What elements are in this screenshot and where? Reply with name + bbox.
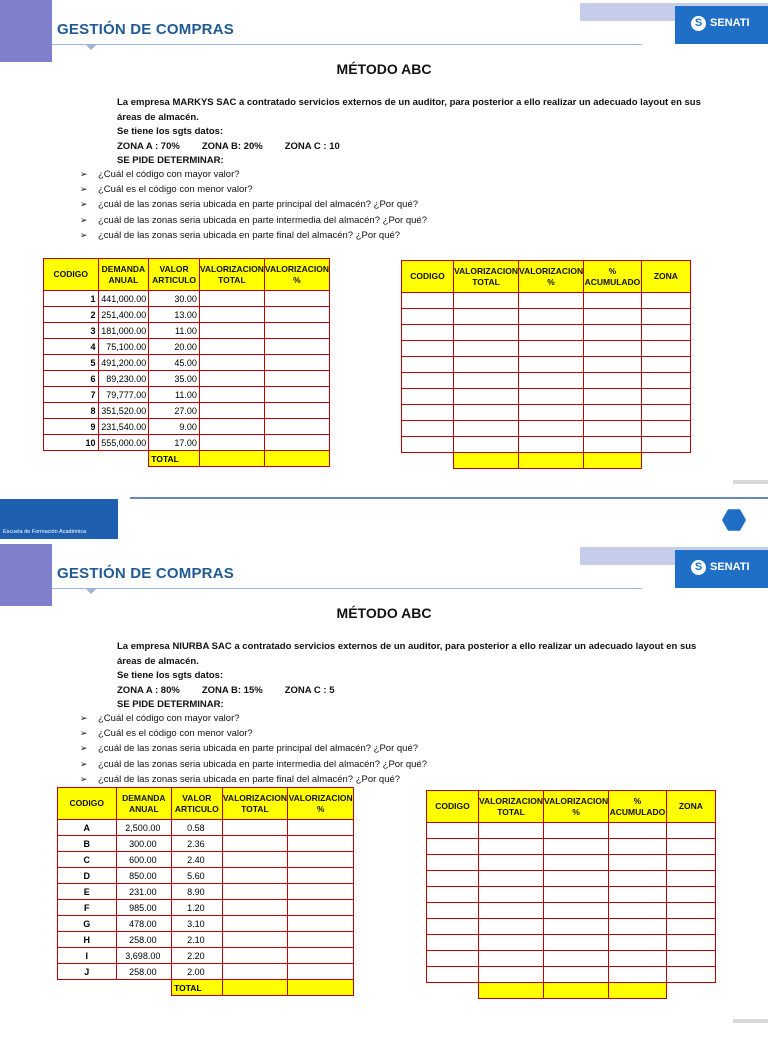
result-cell[interactable]: [478, 855, 543, 871]
table-row: [427, 919, 716, 935]
result-cell[interactable]: [427, 919, 479, 935]
pide-label: SE PIDE DETERMINAR:: [117, 699, 224, 710]
abc-result-table: [426, 790, 716, 999]
result-cell[interactable]: [453, 293, 518, 309]
corner-accent: [733, 480, 768, 484]
result-cell[interactable]: [641, 389, 690, 405]
blank-cell: [402, 453, 454, 469]
result-cell[interactable]: [584, 405, 642, 421]
result-cell[interactable]: [519, 405, 584, 421]
result-cell[interactable]: [609, 935, 667, 951]
result-cell[interactable]: [609, 967, 667, 983]
result-cell[interactable]: [427, 903, 479, 919]
footer-text: Escuela de Formación Académica: [3, 529, 87, 535]
header-divider: [52, 588, 642, 589]
table-header-row: [58, 788, 354, 820]
table-row: [427, 935, 716, 951]
valorizacion-total-cell[interactable]: [222, 932, 288, 948]
result-cell[interactable]: [427, 951, 479, 967]
result-cell[interactable]: [641, 309, 690, 325]
question-list: [80, 167, 427, 243]
result-cell[interactable]: [427, 967, 479, 983]
result-cell[interactable]: [519, 357, 584, 373]
valorizacion-pct-cell[interactable]: [288, 916, 354, 932]
intro-line: La empresa NIURBA SAC a contratado servicios externos de un auditor, para posterior a ello realizar un adecuado layout en sus: [117, 641, 697, 652]
col-header: ZONA: [641, 261, 690, 293]
result-cell[interactable]: [609, 951, 667, 967]
table-row: I 3,698.00 2.20: [58, 948, 354, 964]
intro-line: Se tiene los sgts datos:: [117, 670, 224, 681]
question-item: ➢ ¿cuál de las zonas seria ubicada en parte principal del almacén? ¿Por qué?: [80, 741, 427, 756]
col-header: VALORIZACION TOTAL: [199, 259, 264, 291]
header-side-band: [0, 0, 52, 62]
senati-logo-icon: S: [691, 16, 706, 31]
table-row: 6 89,230.00 35.00: [44, 371, 330, 387]
result-cell[interactable]: [402, 437, 454, 453]
result-cell[interactable]: [584, 357, 642, 373]
result-cell[interactable]: [641, 405, 690, 421]
valorizacion-total-cell[interactable]: [222, 852, 288, 868]
result-cell[interactable]: [453, 373, 518, 389]
table-row: [402, 437, 691, 453]
footer-band: [0, 499, 118, 539]
valorizacion-pct-cell[interactable]: [264, 403, 329, 419]
valorizacion-pct-cell[interactable]: [264, 323, 329, 339]
result-cell[interactable]: [609, 823, 667, 839]
table-row: G 478.00 3.10: [58, 916, 354, 932]
document-title: MÉTODO ABC: [336, 605, 432, 621]
valorizacion-pct-cell[interactable]: [288, 852, 354, 868]
result-cell[interactable]: [544, 935, 609, 951]
question-item: ➢ ¿cuál de las zonas seria ubicada en parte final del almacén? ¿Por qué?: [80, 772, 427, 787]
valorizacion-total-cell[interactable]: [199, 371, 264, 387]
question-item: ➢ ¿Cuál el código con mayor valor?: [80, 167, 427, 182]
valorizacion-pct-cell[interactable]: [264, 435, 329, 451]
blank-cell: [666, 983, 715, 999]
bullet-arrow-icon: ➢: [80, 169, 88, 179]
valorizacion-total-cell[interactable]: [222, 820, 288, 836]
zone-percentages: [117, 140, 717, 155]
table-row: [427, 951, 716, 967]
result-cell[interactable]: [584, 309, 642, 325]
result-cell[interactable]: [666, 967, 715, 983]
valorizacion-total-cell[interactable]: [222, 916, 288, 932]
valorizacion-pct-cell[interactable]: [288, 948, 354, 964]
total-cell[interactable]: [264, 451, 329, 467]
result-cell[interactable]: [453, 437, 518, 453]
valorizacion-pct-cell[interactable]: [264, 339, 329, 355]
bullet-arrow-icon: ➢: [80, 199, 88, 210]
result-cell[interactable]: [544, 855, 609, 871]
zone-b: ZONA B: 20%: [201, 140, 263, 152]
corner-accent: [733, 1019, 768, 1023]
valorizacion-pct-cell[interactable]: [288, 900, 354, 916]
result-cell[interactable]: [402, 341, 454, 357]
bullet-arrow-icon: ➢: [80, 184, 88, 195]
question-item: ➢ ¿Cuál el código con mayor valor?: [80, 711, 427, 726]
total-cell[interactable]: [584, 453, 642, 469]
result-cell[interactable]: [453, 421, 518, 437]
valorizacion-total-cell[interactable]: [199, 419, 264, 435]
valorizacion-total-cell[interactable]: [199, 355, 264, 371]
total-cell[interactable]: [453, 453, 518, 469]
result-cell[interactable]: [453, 325, 518, 341]
result-cell[interactable]: [478, 967, 543, 983]
result-cell[interactable]: [427, 887, 479, 903]
bullet-arrow-icon: ➢: [80, 758, 88, 769]
table-row: [402, 373, 691, 389]
col-header: VALOR ARTICULO: [172, 788, 222, 820]
result-cell[interactable]: [427, 935, 479, 951]
table-row: 5 491,200.00 45.00: [44, 355, 330, 371]
result-cell[interactable]: [478, 935, 543, 951]
result-cell[interactable]: [402, 373, 454, 389]
table-total-row: [44, 451, 330, 467]
result-cell[interactable]: [584, 341, 642, 357]
table-row: [427, 871, 716, 887]
valorizacion-pct-cell[interactable]: [264, 387, 329, 403]
valorizacion-total-cell[interactable]: [222, 900, 288, 916]
result-cell[interactable]: [402, 389, 454, 405]
result-cell[interactable]: [453, 309, 518, 325]
question-item: ➢ ¿cuál de las zonas seria ubicada en parte final del almacén? ¿Por qué?: [80, 228, 427, 243]
result-cell[interactable]: [544, 823, 609, 839]
col-header: ZONA: [666, 791, 715, 823]
bullet-arrow-icon: ➢: [80, 743, 88, 754]
data-table: [43, 258, 330, 467]
result-cell[interactable]: [666, 839, 715, 855]
table-row: 4 75,100.00 20.00: [44, 339, 330, 355]
result-cell[interactable]: [544, 951, 609, 967]
senati-logo-icon: S: [691, 560, 706, 575]
result-cell[interactable]: [402, 421, 454, 437]
zone-percentages: [117, 684, 717, 699]
valorizacion-pct-cell[interactable]: [288, 836, 354, 852]
result-cell[interactable]: [666, 887, 715, 903]
table-row: D 850.00 5.60: [58, 868, 354, 884]
table-row: F 985.00 1.20: [58, 900, 354, 916]
result-cell[interactable]: [666, 871, 715, 887]
document-title: MÉTODO ABC: [336, 61, 432, 77]
zone-a: ZONA A : 80%: [117, 684, 180, 696]
result-cell[interactable]: [519, 421, 584, 437]
question-item: ➢ ¿cuál de las zonas seria ubicada en parte intermedia del almacén? ¿Por qué?: [80, 757, 427, 772]
valorizacion-total-cell[interactable]: [222, 964, 288, 980]
valorizacion-total-cell[interactable]: [199, 339, 264, 355]
result-cell[interactable]: [609, 887, 667, 903]
col-header: VALORIZACION %: [544, 791, 609, 823]
question-item: ➢ ¿cuál de las zonas seria ubicada en parte intermedia del almacén? ¿Por qué?: [80, 213, 427, 228]
table-row: [402, 293, 691, 309]
question-item: ➢ ¿Cuál es el código con menor valor?: [80, 182, 427, 197]
result-cell[interactable]: [609, 855, 667, 871]
result-cell[interactable]: [478, 951, 543, 967]
result-cell[interactable]: [584, 437, 642, 453]
table-header-row: [402, 261, 691, 293]
col-header: CODIGO: [427, 791, 479, 823]
result-cell[interactable]: [478, 839, 543, 855]
table-row: E 231.00 8.90: [58, 884, 354, 900]
table-row: H 258.00 2.10: [58, 932, 354, 948]
zone-a: ZONA A : 70%: [117, 140, 180, 152]
result-cell[interactable]: [544, 839, 609, 855]
table-row: [427, 887, 716, 903]
result-cell[interactable]: [519, 341, 584, 357]
pide-label: SE PIDE DETERMINAR:: [117, 155, 224, 166]
table-total-row: [58, 980, 354, 996]
result-cell[interactable]: [584, 293, 642, 309]
result-cell[interactable]: [478, 871, 543, 887]
result-cell[interactable]: [641, 357, 690, 373]
col-header: VALORIZACION %: [288, 788, 354, 820]
bullet-arrow-icon: ➢: [80, 773, 88, 784]
blank-cell: [427, 983, 479, 999]
col-header: VALORIZACION TOTAL: [453, 261, 518, 293]
valorizacion-pct-cell[interactable]: [264, 355, 329, 371]
header-title: GESTIÓN DE COMPRAS: [57, 21, 234, 38]
problem-statement: [117, 640, 717, 713]
data-table: [57, 787, 354, 996]
slide-1: [0, 0, 768, 495]
zone-c: ZONA C : 5: [284, 684, 335, 696]
result-cell[interactable]: [544, 919, 609, 935]
senati-logo-text: SENATI: [710, 17, 750, 29]
valorizacion-pct-cell[interactable]: [288, 964, 354, 980]
table-row: B 300.00 2.36: [58, 836, 354, 852]
header-divider-tick: [85, 588, 97, 594]
table-row: 9 231,540.00 9.00: [44, 419, 330, 435]
col-header: CODIGO: [58, 788, 117, 820]
result-cell[interactable]: [427, 855, 479, 871]
result-cell[interactable]: [544, 871, 609, 887]
table-row: 10 555,000.00 17.00: [44, 435, 330, 451]
table-row: [402, 325, 691, 341]
result-cell[interactable]: [427, 871, 479, 887]
result-cell[interactable]: [544, 967, 609, 983]
bullet-arrow-icon: ➢: [80, 728, 88, 739]
bullet-arrow-icon: ➢: [80, 713, 88, 723]
col-header: VALORIZACION TOTAL: [478, 791, 543, 823]
result-cell[interactable]: [453, 389, 518, 405]
result-cell[interactable]: [609, 839, 667, 855]
slide-2: [0, 544, 768, 1039]
table-row: [402, 357, 691, 373]
col-header: CODIGO: [402, 261, 454, 293]
table-row: [427, 839, 716, 855]
hexagon-icon: [722, 508, 746, 532]
table-total-row: [427, 983, 716, 999]
header-divider-tick: [85, 44, 97, 50]
result-cell[interactable]: [478, 887, 543, 903]
total-label: TOTAL: [149, 451, 200, 467]
zone-c: ZONA C : 10: [284, 140, 340, 152]
result-cell[interactable]: [402, 309, 454, 325]
result-cell[interactable]: [666, 855, 715, 871]
table-row: [427, 967, 716, 983]
result-cell[interactable]: [519, 373, 584, 389]
result-cell[interactable]: [544, 887, 609, 903]
table-header-row: [427, 791, 716, 823]
intro-line: Se tiene los sgts datos:: [117, 126, 224, 137]
result-cell[interactable]: [544, 903, 609, 919]
result-cell[interactable]: [641, 437, 690, 453]
result-cell[interactable]: [666, 903, 715, 919]
question-item: ➢ ¿cuál de las zonas seria ubicada en parte principal del almacén? ¿Por qué?: [80, 197, 427, 212]
col-header: DEMANDA ANUAL: [116, 788, 172, 820]
valorizacion-total-cell[interactable]: [199, 403, 264, 419]
result-cell[interactable]: [641, 325, 690, 341]
intro-line: áreas de almacén.: [117, 655, 199, 667]
result-cell[interactable]: [427, 823, 479, 839]
question-item: ➢ ¿Cuál es el código con menor valor?: [80, 726, 427, 741]
intro-line: La empresa MARKYS SAC a contratado servicios externos de un auditor, para posterior a ello realizar un adecuado layout en sus: [117, 97, 701, 108]
result-cell[interactable]: [427, 839, 479, 855]
problem-statement: [117, 96, 717, 169]
col-header: VALORIZACION %: [264, 259, 329, 291]
valorizacion-total-cell[interactable]: [199, 387, 264, 403]
col-header: % ACUMULADO: [609, 791, 667, 823]
result-cell[interactable]: [641, 421, 690, 437]
header-divider: [52, 44, 642, 45]
valorizacion-total-cell[interactable]: [222, 884, 288, 900]
table-row: 2 251,400.00 13.00: [44, 307, 330, 323]
result-cell[interactable]: [519, 309, 584, 325]
result-cell[interactable]: [478, 823, 543, 839]
zone-b: ZONA B: 15%: [201, 684, 263, 696]
total-cell[interactable]: [199, 451, 264, 467]
col-header: DEMANDA ANUAL: [98, 259, 149, 291]
result-cell[interactable]: [584, 389, 642, 405]
valorizacion-pct-cell[interactable]: [264, 419, 329, 435]
result-cell[interactable]: [478, 903, 543, 919]
col-header: VALORIZACION %: [519, 261, 584, 293]
header-side-band: [0, 544, 52, 606]
result-cell[interactable]: [478, 919, 543, 935]
header-title: GESTIÓN DE COMPRAS: [57, 565, 234, 582]
table-row: 8 351,520.00 27.00: [44, 403, 330, 419]
result-cell[interactable]: [519, 325, 584, 341]
col-header: VALORIZACION TOTAL: [222, 788, 288, 820]
valorizacion-total-cell[interactable]: [199, 435, 264, 451]
table-row: [402, 389, 691, 405]
valorizacion-pct-cell[interactable]: [264, 291, 329, 307]
result-cell[interactable]: [402, 293, 454, 309]
result-cell[interactable]: [609, 871, 667, 887]
total-cell[interactable]: [288, 980, 354, 996]
bullet-arrow-icon: ➢: [80, 229, 88, 240]
result-cell[interactable]: [609, 919, 667, 935]
valorizacion-total-cell[interactable]: [222, 836, 288, 852]
result-cell[interactable]: [666, 919, 715, 935]
bullet-arrow-icon: ➢: [80, 214, 88, 225]
total-label: TOTAL: [172, 980, 222, 996]
table-row: [402, 341, 691, 357]
result-cell[interactable]: [641, 341, 690, 357]
result-cell[interactable]: [519, 437, 584, 453]
result-cell[interactable]: [584, 325, 642, 341]
table-row: [402, 405, 691, 421]
result-cell[interactable]: [519, 293, 584, 309]
result-cell[interactable]: [584, 373, 642, 389]
table-row: [427, 855, 716, 871]
col-header: VALOR ARTICULO: [149, 259, 200, 291]
valorizacion-pct-cell[interactable]: [288, 932, 354, 948]
table-header-row: [44, 259, 330, 291]
valorizacion-total-cell[interactable]: [199, 307, 264, 323]
result-cell[interactable]: [666, 935, 715, 951]
table-row: 3 181,000.00 11.00: [44, 323, 330, 339]
table-row: A 2,500.00 0.58: [58, 820, 354, 836]
table-row: [427, 823, 716, 839]
table-row: [402, 309, 691, 325]
result-cell[interactable]: [453, 357, 518, 373]
intro-line: áreas de almacén.: [117, 111, 199, 123]
result-cell[interactable]: [641, 373, 690, 389]
col-header: % ACUMULADO: [584, 261, 642, 293]
table-row: C 600.00 2.40: [58, 852, 354, 868]
total-cell[interactable]: [544, 983, 609, 999]
valorizacion-pct-cell[interactable]: [288, 820, 354, 836]
blank-cell: [641, 453, 690, 469]
result-cell[interactable]: [402, 405, 454, 421]
senati-logo-text: SENATI: [710, 561, 750, 573]
result-cell[interactable]: [666, 951, 715, 967]
result-cell[interactable]: [666, 823, 715, 839]
total-cell[interactable]: [222, 980, 288, 996]
result-cell[interactable]: [453, 405, 518, 421]
total-cell[interactable]: [609, 983, 667, 999]
valorizacion-total-cell[interactable]: [199, 323, 264, 339]
valorizacion-total-cell[interactable]: [222, 868, 288, 884]
result-cell[interactable]: [609, 903, 667, 919]
valorizacion-pct-cell[interactable]: [288, 868, 354, 884]
table-row: J 258.00 2.00: [58, 964, 354, 980]
valorizacion-total-cell[interactable]: [199, 291, 264, 307]
result-cell[interactable]: [402, 325, 454, 341]
table-row: 1 441,000.00 30.00: [44, 291, 330, 307]
result-cell[interactable]: [584, 421, 642, 437]
valorizacion-total-cell[interactable]: [222, 948, 288, 964]
table-row: 7 79,777.00 11.00: [44, 387, 330, 403]
result-cell[interactable]: [519, 389, 584, 405]
valorizacion-pct-cell[interactable]: [264, 307, 329, 323]
footer-divider: [130, 497, 768, 499]
result-cell[interactable]: [641, 293, 690, 309]
table-row: [427, 903, 716, 919]
valorizacion-pct-cell[interactable]: [288, 884, 354, 900]
result-cell[interactable]: [453, 341, 518, 357]
table-total-row: [402, 453, 691, 469]
result-cell[interactable]: [402, 357, 454, 373]
total-cell[interactable]: [519, 453, 584, 469]
table-row: [402, 421, 691, 437]
col-header: CODIGO: [44, 259, 99, 291]
question-list: [80, 711, 427, 787]
total-cell[interactable]: [478, 983, 543, 999]
valorizacion-pct-cell[interactable]: [264, 371, 329, 387]
abc-result-table: [401, 260, 691, 469]
